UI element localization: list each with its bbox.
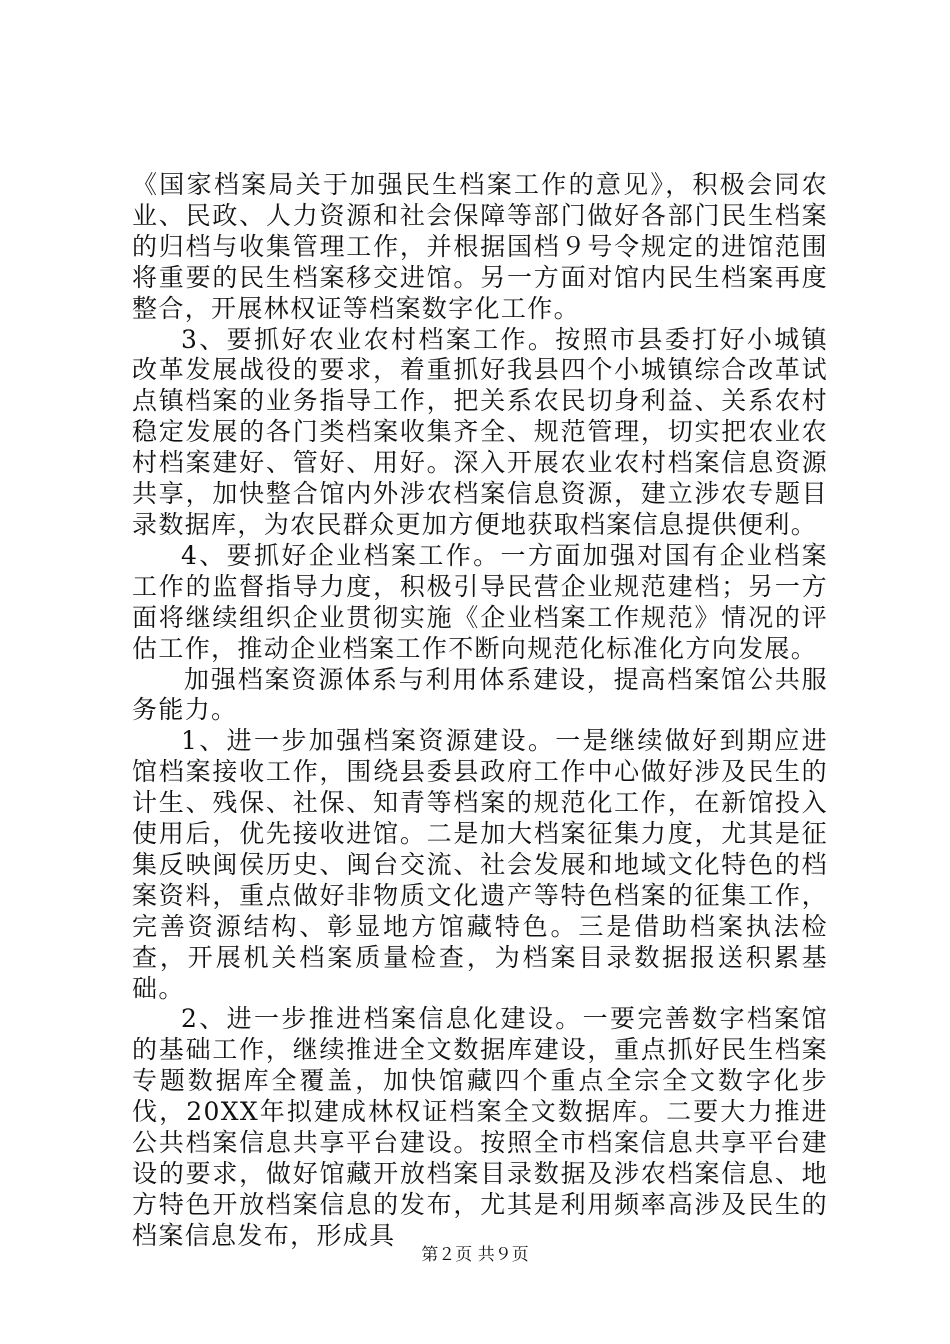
document-body [132,170,828,1252]
paragraph-item-3: 3、要抓好农业农村档案工作。按照市县委打好小城镇改革发展战役的要求，着重抓好我县四个小城镇综合改革试点镇档案的业务指导工作，把关系农民切身利益、关系农村稳定发展的各门类档案收集齐全、规范管理，切实把农业农村档案建好、管好、用好。深入开展农业农村档案信息资源共享，加快整合馆内外涉农档案信息资源，建立涉农专题目录数据库，为农民群众更加方便地获取档案信息提供便利。 [132,324,828,539]
page-footer: 第２页 共９页 [421,1245,529,1265]
paragraph-continuation: 《国家档案局关于加强民生档案工作的意见》，积极会同农业、民政、人力资源和社会保障等部门做好各部门民生档案的归档与收集管理工作，并根据国档９号令规定的进馆范围将重要的民生档案移交进馆。另一方面对馆内民生档案再度整合，开展林权证等档案数字化工作。 [132,170,828,323]
paragraph-item-4: 4、要抓好企业档案工作。一方面加强对国有企业档案工作的监督指导力度，积极引导民营企业规范建档；另一方面将继续组织企业贯彻实施《企业档案工作规范》情况的评估工作，推动企业档案工作不断向规范化标准化方向发展。 [132,540,828,663]
paragraph-item-1: 1、进一步加强档案资源建设。一是继续做好到期应进馆档案接收工作，围绕县委县政府工作中心做好涉及民生的计生、残保、社保、知青等档案的规范化工作，在新馆投入使用后，优先接收进馆。二是加大档案征集力度，尤其是征集反映闽侯历史、闽台交流、社会发展和地域文化特色的档案资料，重点做好非物质文化遗产等特色档案的征集工作，完善资源结构、彰显地方馆藏特色。三是借助档案执法检查，开展机关档案质量检查，为档案目录数据报送积累基础。 [132,726,828,1003]
paragraph-item-2: 2、进一步推进档案信息化建设。一要完善数字档案馆的基础工作，继续推进全文数据库建设，重点抓好民生档案专题数据库全覆盖，加快馆藏四个重点全宗全文数字化步伐，20XX年拟建成林权证档案全文数据库。二要大力推进公共档案信息共享平台建设。按照全市档案信息共享平台建设的要求，做好馆藏开放档案目录数据及涉农档案信息、地方特色开放档案信息的发布，尤其是利用频率高涉及民生的档案信息发布，形成具 [132,1004,828,1250]
section-heading: 加强档案资源体系与利用体系建设，提高档案馆公共服务能力。 [132,664,828,725]
